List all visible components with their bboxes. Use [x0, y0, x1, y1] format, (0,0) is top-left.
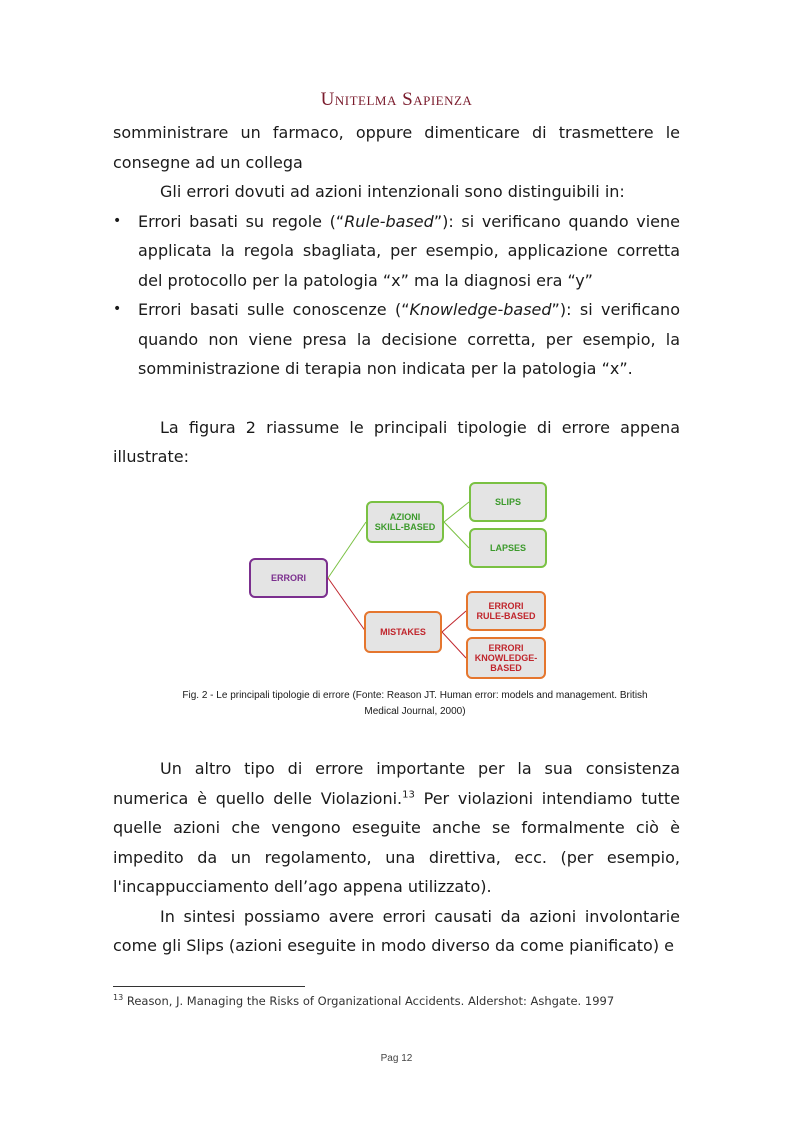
footnote-ref[interactable]: 13	[402, 789, 415, 801]
paragraph-continuation: somministrare un farmaco, oppure dimenticare di trasmettere le consegne ad un collega	[113, 123, 680, 172]
footnote-divider	[113, 986, 305, 987]
list-item	[113, 207, 680, 296]
error-type-list	[113, 207, 680, 384]
violations-text-pre: Un altro tipo di errore importante per la sua consistenza numerica è quello delle Violazioni.	[113, 759, 680, 808]
node-knowledge-label	[475, 643, 538, 673]
connector-azioni-lapses	[444, 522, 469, 548]
connector-azioni-slips	[444, 502, 469, 522]
node-errori-rule-based	[466, 591, 546, 631]
node-lapses-label: LAPSES	[489, 543, 526, 553]
page-number: Pag 12	[380, 1053, 413, 1064]
paragraph-intentional-errors: Gli errori dovuti ad azioni intenzionali sono distinguibili in:	[160, 182, 625, 201]
paragraph-summary: In sintesi possiamo avere errori causati da azioni involontarie come gli Slips (azioni eseguite in modo diverso da come pianificato) e	[113, 906, 680, 955]
caption-line1: Fig. 2 - Le principali tipologie di errore (Fonte: Reason JT. Human error: models and management. British	[182, 690, 648, 701]
node-knowledge-line2: KNOWLEDGE-	[474, 653, 538, 663]
node-azioni-label	[375, 512, 436, 532]
node-rule-label	[476, 601, 535, 621]
bullet-text-post: ”): si verificano quando non viene presa la decisione corretta, per esempio, la somministrazione di terapia non indicata per la patologia “x”.	[138, 300, 680, 378]
figure-caption	[150, 688, 680, 720]
node-lapses	[469, 528, 547, 568]
paragraph-figure-intro: La figura 2 riassume le principali tipologie di errore appena illustrate:	[113, 417, 680, 466]
node-slips-label: SLIPS	[494, 497, 521, 507]
bullet-icon: •	[113, 301, 122, 317]
footnote	[113, 994, 614, 1008]
node-mistakes	[364, 611, 442, 653]
bullet-icon: •	[113, 212, 122, 229]
connector-mistakes-knowledge	[442, 632, 466, 658]
connector-errori-azioni	[328, 522, 366, 578]
footnote-text: Reason, J. Managing the Risks of Organizational Accidents. Aldershot: Ashgate. 1997	[123, 994, 615, 1008]
node-knowledge-line1: ERRORI	[488, 643, 524, 653]
node-azioni-skill-based	[366, 501, 444, 543]
section-violations	[113, 754, 680, 961]
node-azioni-line1: AZIONI	[389, 512, 421, 522]
node-errori	[249, 558, 328, 598]
bullet-text-post: ”): si verificano quando viene applicata la regola sbagliata, per esempio, applicazione corretta del protocollo per la patologia “x” ma la diagnosi era “y”	[138, 211, 680, 290]
header-title: Unitelma Sapienza	[320, 89, 473, 110]
caption-line2: Medical Journal, 2000)	[364, 706, 466, 717]
bullet-text-pre: Errori basati sulle conoscenze (“	[138, 300, 410, 319]
node-rule-line2: RULE-BASED	[476, 611, 536, 621]
page-header	[0, 89, 793, 111]
node-errori-label: ERRORI	[270, 573, 306, 583]
section-intro	[113, 118, 680, 472]
node-mistakes-label: MISTAKES	[380, 627, 426, 637]
node-azioni-line2: SKILL-BASED	[374, 522, 436, 532]
violations-text-post: Per violazioni intendiamo tutte quelle azioni che vengono eseguite anche se formalmente ciò è impedito da un regolamento, una direttiva, ecc. (per esempio, l'incappucciamento dell’ago appena utilizzato).	[113, 788, 680, 896]
error-types-diagram	[0, 478, 793, 718]
paragraph-violations	[113, 754, 680, 902]
list-item	[113, 295, 680, 384]
node-rule-line1: ERRORI	[488, 601, 524, 611]
node-slips	[469, 482, 547, 522]
node-knowledge-line3: BASED	[490, 663, 522, 673]
bullet-text-pre: Errori basati su regole (“	[138, 211, 345, 231]
bullet-emphasis: Rule-based	[344, 211, 434, 231]
footnote-number: 13	[113, 993, 124, 1003]
connector-mistakes-rule	[442, 611, 466, 632]
node-errori-knowledge-based	[466, 637, 546, 679]
connector-errori-mistakes	[328, 578, 366, 632]
bullet-emphasis: Knowledge-based	[409, 300, 552, 319]
